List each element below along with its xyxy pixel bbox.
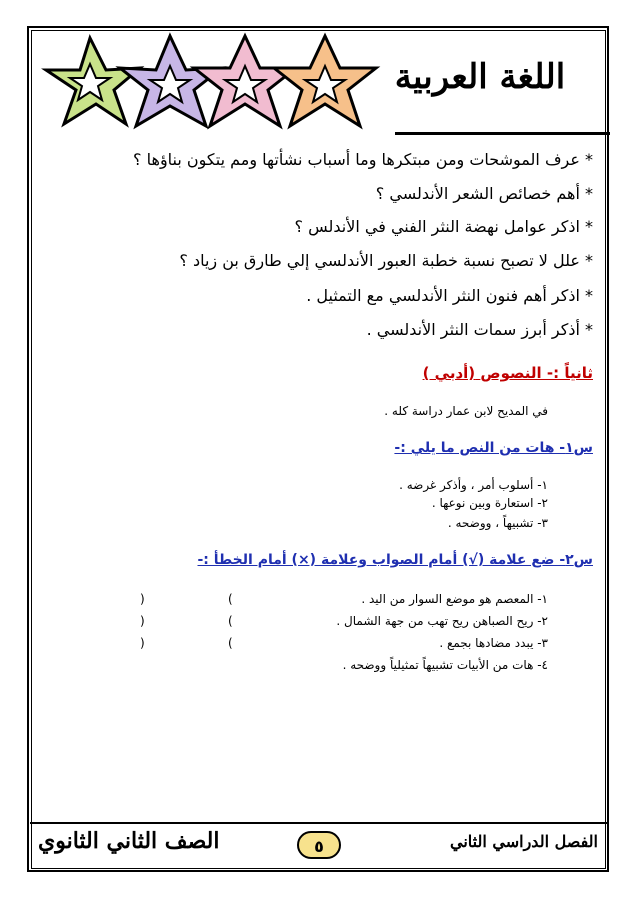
- star-pink-icon: [194, 36, 296, 126]
- question-5: * اذكر أهم فنون النثر الأندلسي مع التمثيل .: [306, 286, 593, 305]
- footer-divider: [30, 822, 608, 824]
- question-6: * أذكر أبرز سمات النثر الأندلسي .: [366, 320, 593, 339]
- answer-bracket-open: (: [228, 592, 233, 606]
- answer-bracket-open: (: [228, 614, 233, 628]
- page-title: اللغة العربية: [394, 57, 566, 97]
- q2-item-4: ٤- هات من الأبيات تشبيهاً تمثيلياً ووضحه .: [342, 658, 548, 672]
- q2-item-text: ٣- يبدد مضادها بجمع .: [439, 636, 548, 650]
- stars-decoration: [40, 28, 385, 138]
- question-2: * أهم خصائص الشعر الأندلسي ؟: [375, 184, 593, 203]
- q1-item-3: ٣- تشبيهاً ، ووضحه .: [447, 516, 548, 530]
- q2-item-text: ٢- ريح الصباهن ريح تهب من جهة الشمال .: [336, 614, 548, 628]
- question-3: * اذكر عوامل نهضة النثر الفني في الأندلس ؟: [294, 217, 593, 236]
- footer-term: الفصل الدراسي الثاني: [450, 832, 598, 851]
- q1-item-2: ٢- استعارة وبين نوعها .: [431, 496, 548, 510]
- star-purple-icon: [120, 36, 222, 126]
- question-1: * عرف الموشحات ومن مبتكرها وما أسباب نشأتها ومم يتكون بناؤها ؟: [133, 150, 593, 169]
- q1-item-1: ١- أسلوب أمر ، وأذكر غرضه .: [399, 478, 548, 492]
- section-heading-text: ثانياً :- النصوص: [480, 364, 593, 382]
- footer-grade: الصف الثاني الثانوي: [38, 828, 220, 854]
- title-underline: [395, 132, 610, 135]
- star-orange-icon: [274, 36, 376, 126]
- question-4: * علل لا تصبح نسبة خطبة العبور الأندلسي إلي طارق بن زياد ؟: [179, 251, 593, 270]
- q2-item-text: ١- المعصم هو موضع السوار من اليد .: [361, 592, 548, 606]
- section-heading: [423, 364, 593, 382]
- q2-row-2: [140, 614, 548, 632]
- q2-row-1: [140, 592, 548, 610]
- section-intro: في المديح لابن عمار دراسة كله .: [384, 404, 548, 418]
- page-number-badge: ٥: [297, 831, 341, 859]
- section-heading-paren: (أدبي ): [422, 364, 476, 382]
- q2-row-3: [140, 636, 548, 654]
- q2-heading: س٢- ضع علامة (√) أمام الصواب وعلامة (×) أمام الخطأ :-: [197, 552, 593, 568]
- answer-bracket-close: ): [140, 636, 145, 650]
- q1-heading: س١- هات من النص ما يلي :-: [394, 440, 593, 456]
- answer-bracket-close: ): [140, 614, 145, 628]
- star-green-icon: [46, 38, 140, 124]
- answer-bracket-close: ): [140, 592, 145, 606]
- answer-bracket-open: (: [228, 636, 233, 650]
